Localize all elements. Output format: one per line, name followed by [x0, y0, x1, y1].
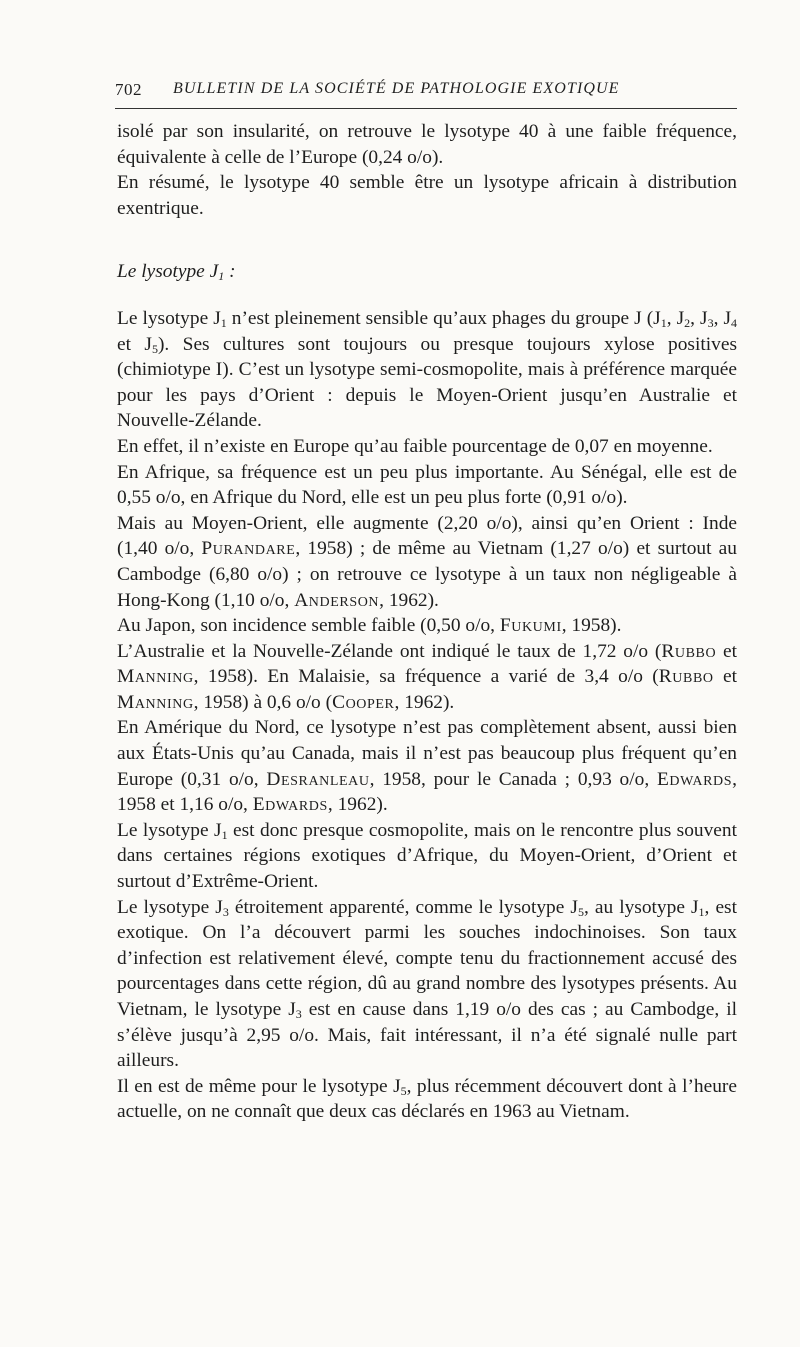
author-name: Fukumi	[499, 615, 562, 637]
subscript: 3	[295, 1007, 302, 1021]
subscript: 4	[731, 315, 737, 330]
text: et	[716, 640, 737, 662]
author-name: Manning	[117, 691, 194, 713]
author-name: Cooper	[332, 691, 395, 713]
text: , 1958 et 1,16 o/o,	[117, 768, 737, 816]
text: n’est pleinement sensible qu’aux phages du groupe J (J	[226, 307, 661, 329]
text: , au lysotype J	[583, 896, 699, 918]
text: , J	[690, 307, 708, 329]
heading-subscript: 1	[218, 269, 225, 284]
text: , est exotique. On l’a découvert parmi les souches indochinoises. Son taux d’infection est relativement élevé, compte tenu du fractionnement accusé des pourcentages dans cette région, dû au grand nombre des lysotypes présents. Au Vietnam, le lysotype J	[117, 896, 737, 1020]
subscript: 3	[222, 904, 229, 919]
text: est donc presque cosmopolite, mais on le rencontre plus souvent dans certaines régions exotiques d’Afrique, du Moyen-Orient, d’Orient et surtout d’Extrême-Orient.	[117, 819, 737, 893]
paragraph	[117, 818, 737, 895]
paragraph	[117, 613, 737, 639]
heading-colon: :	[224, 261, 236, 283]
page-number: 702	[115, 80, 142, 99]
text: , 1962).	[379, 589, 439, 611]
text: , 1962).	[394, 691, 455, 713]
text: , J	[713, 307, 731, 329]
author-name: Rubbo	[658, 666, 714, 688]
heading-text: Le lysotype J	[117, 261, 219, 283]
author-name: Anderson	[294, 589, 380, 611]
author-name: Rubbo	[661, 640, 717, 662]
paragraph-continued: isolé par son insularité, on retrouve le lysotype 40 à une faible fréquence, équivalente à celle de l’Europe (0,24 o/o).	[117, 121, 737, 168]
journal-title: BULLETIN DE LA SOCIÉTÉ DE PATHOLOGIE EXOTIQUE	[173, 80, 620, 97]
text: , plus récemment découvert dont à l’heure actuelle, on ne connaît que deux cas déclarés en 1963 au Vietnam.	[117, 1075, 737, 1123]
paragraph	[117, 511, 737, 613]
subscript: 1	[660, 315, 667, 330]
text: En Amérique du Nord, ce lysotype n’est pas complètement absent, aussi bien aux États-Unis qu’au Canada, mais il n’est pas beaucoup plus fréquent qu’en Europe (0,31 o/o,	[117, 717, 737, 790]
text: , J	[666, 307, 685, 329]
text: étroitement apparenté, comme le lysotype J	[228, 896, 578, 918]
text: Mais au Moyen-Orient, elle augmente (2,20 o/o), ainsi qu’en Orient : Inde (1,40 o/o,	[117, 512, 737, 560]
text: Le lysotype J	[117, 307, 221, 329]
author-name: Edwards	[252, 794, 328, 816]
text: et J	[117, 333, 152, 355]
text: , 1958) ; de même au Vietnam (1,27 o/o) et surtout au Cambodge (6,80 o/o) ; on retrouve ce lysotype à un taux non négligeable à Hong-Kong (1,10 o/o,	[117, 538, 737, 611]
author-name: Manning	[117, 666, 194, 688]
subscript: 3	[707, 315, 714, 330]
section-heading	[117, 259, 737, 285]
subscript: 1	[220, 315, 227, 330]
running-head	[115, 80, 737, 110]
article-body	[117, 119, 737, 1125]
author-name: Edwards	[656, 768, 733, 790]
paragraph: En Afrique, sa fréquence est un peu plus importante. Au Sénégal, elle est de 0,55 o/o, en Afrique du Nord, elle est un peu plus forte (0,91 o/o).	[117, 461, 737, 509]
text: , 1958). En Malaisie, sa fréquence a varié de 3,4 o/o (	[193, 666, 659, 688]
text: Le lysotype J	[117, 819, 222, 841]
text: ). Ses cultures sont toujours ou presque toujours xylose positives (chimiotype I). C’est un lysotype semi-cosmopolite, mais à préférence marquée pour les pays d’Orient : depuis le Moyen-Orient jusqu’en Australie et Nouvelle-Zélande.	[117, 333, 737, 432]
paragraph	[117, 895, 737, 1074]
text: , 1958) à 0,6 o/o (	[193, 691, 333, 713]
text: est en cause dans 1,19 o/o des cas ; au Cambodge, il s’élève jusqu’à 2,95 o/o. Mais, fait intéressant, il n’a été signalé nulle part ailleurs.	[117, 999, 737, 1072]
text: , 1958).	[561, 615, 622, 637]
paragraph-summary	[117, 170, 737, 221]
text: Le lysotype J	[117, 896, 223, 918]
subscript: 1	[221, 827, 228, 842]
subscript: 5	[577, 904, 584, 919]
subscript: 1	[698, 904, 705, 919]
header-rule	[115, 108, 737, 109]
paragraph-text: En résumé, le lysotype 40 semble être un lysotype africain à distribution exentrique.	[117, 172, 737, 219]
text: L’Australie et la Nouvelle-Zélande ont indiqué le taux de 1,72 o/o (	[117, 640, 662, 662]
text: Il en est de même pour le lysotype J	[117, 1075, 401, 1097]
text: , 1958, pour le Canada ; 0,93 o/o,	[369, 768, 657, 790]
text: , 1962).	[327, 794, 388, 816]
paragraph	[117, 306, 737, 434]
subscript: 5	[151, 341, 158, 356]
text: Au Japon, son incidence semble faible (0,50 o/o,	[117, 615, 500, 637]
paragraph	[117, 715, 737, 817]
paragraph	[117, 1074, 737, 1125]
author-name: Purandare	[201, 538, 296, 560]
author-name: Desranleau	[266, 768, 370, 790]
subscript: 2	[684, 315, 691, 330]
paragraph: En effet, il n’existe en Europe qu’au faible pourcentage de 0,07 en moyenne.	[117, 435, 713, 457]
paragraph	[117, 639, 737, 716]
text: et	[713, 666, 737, 688]
subscript: 5	[400, 1083, 407, 1098]
